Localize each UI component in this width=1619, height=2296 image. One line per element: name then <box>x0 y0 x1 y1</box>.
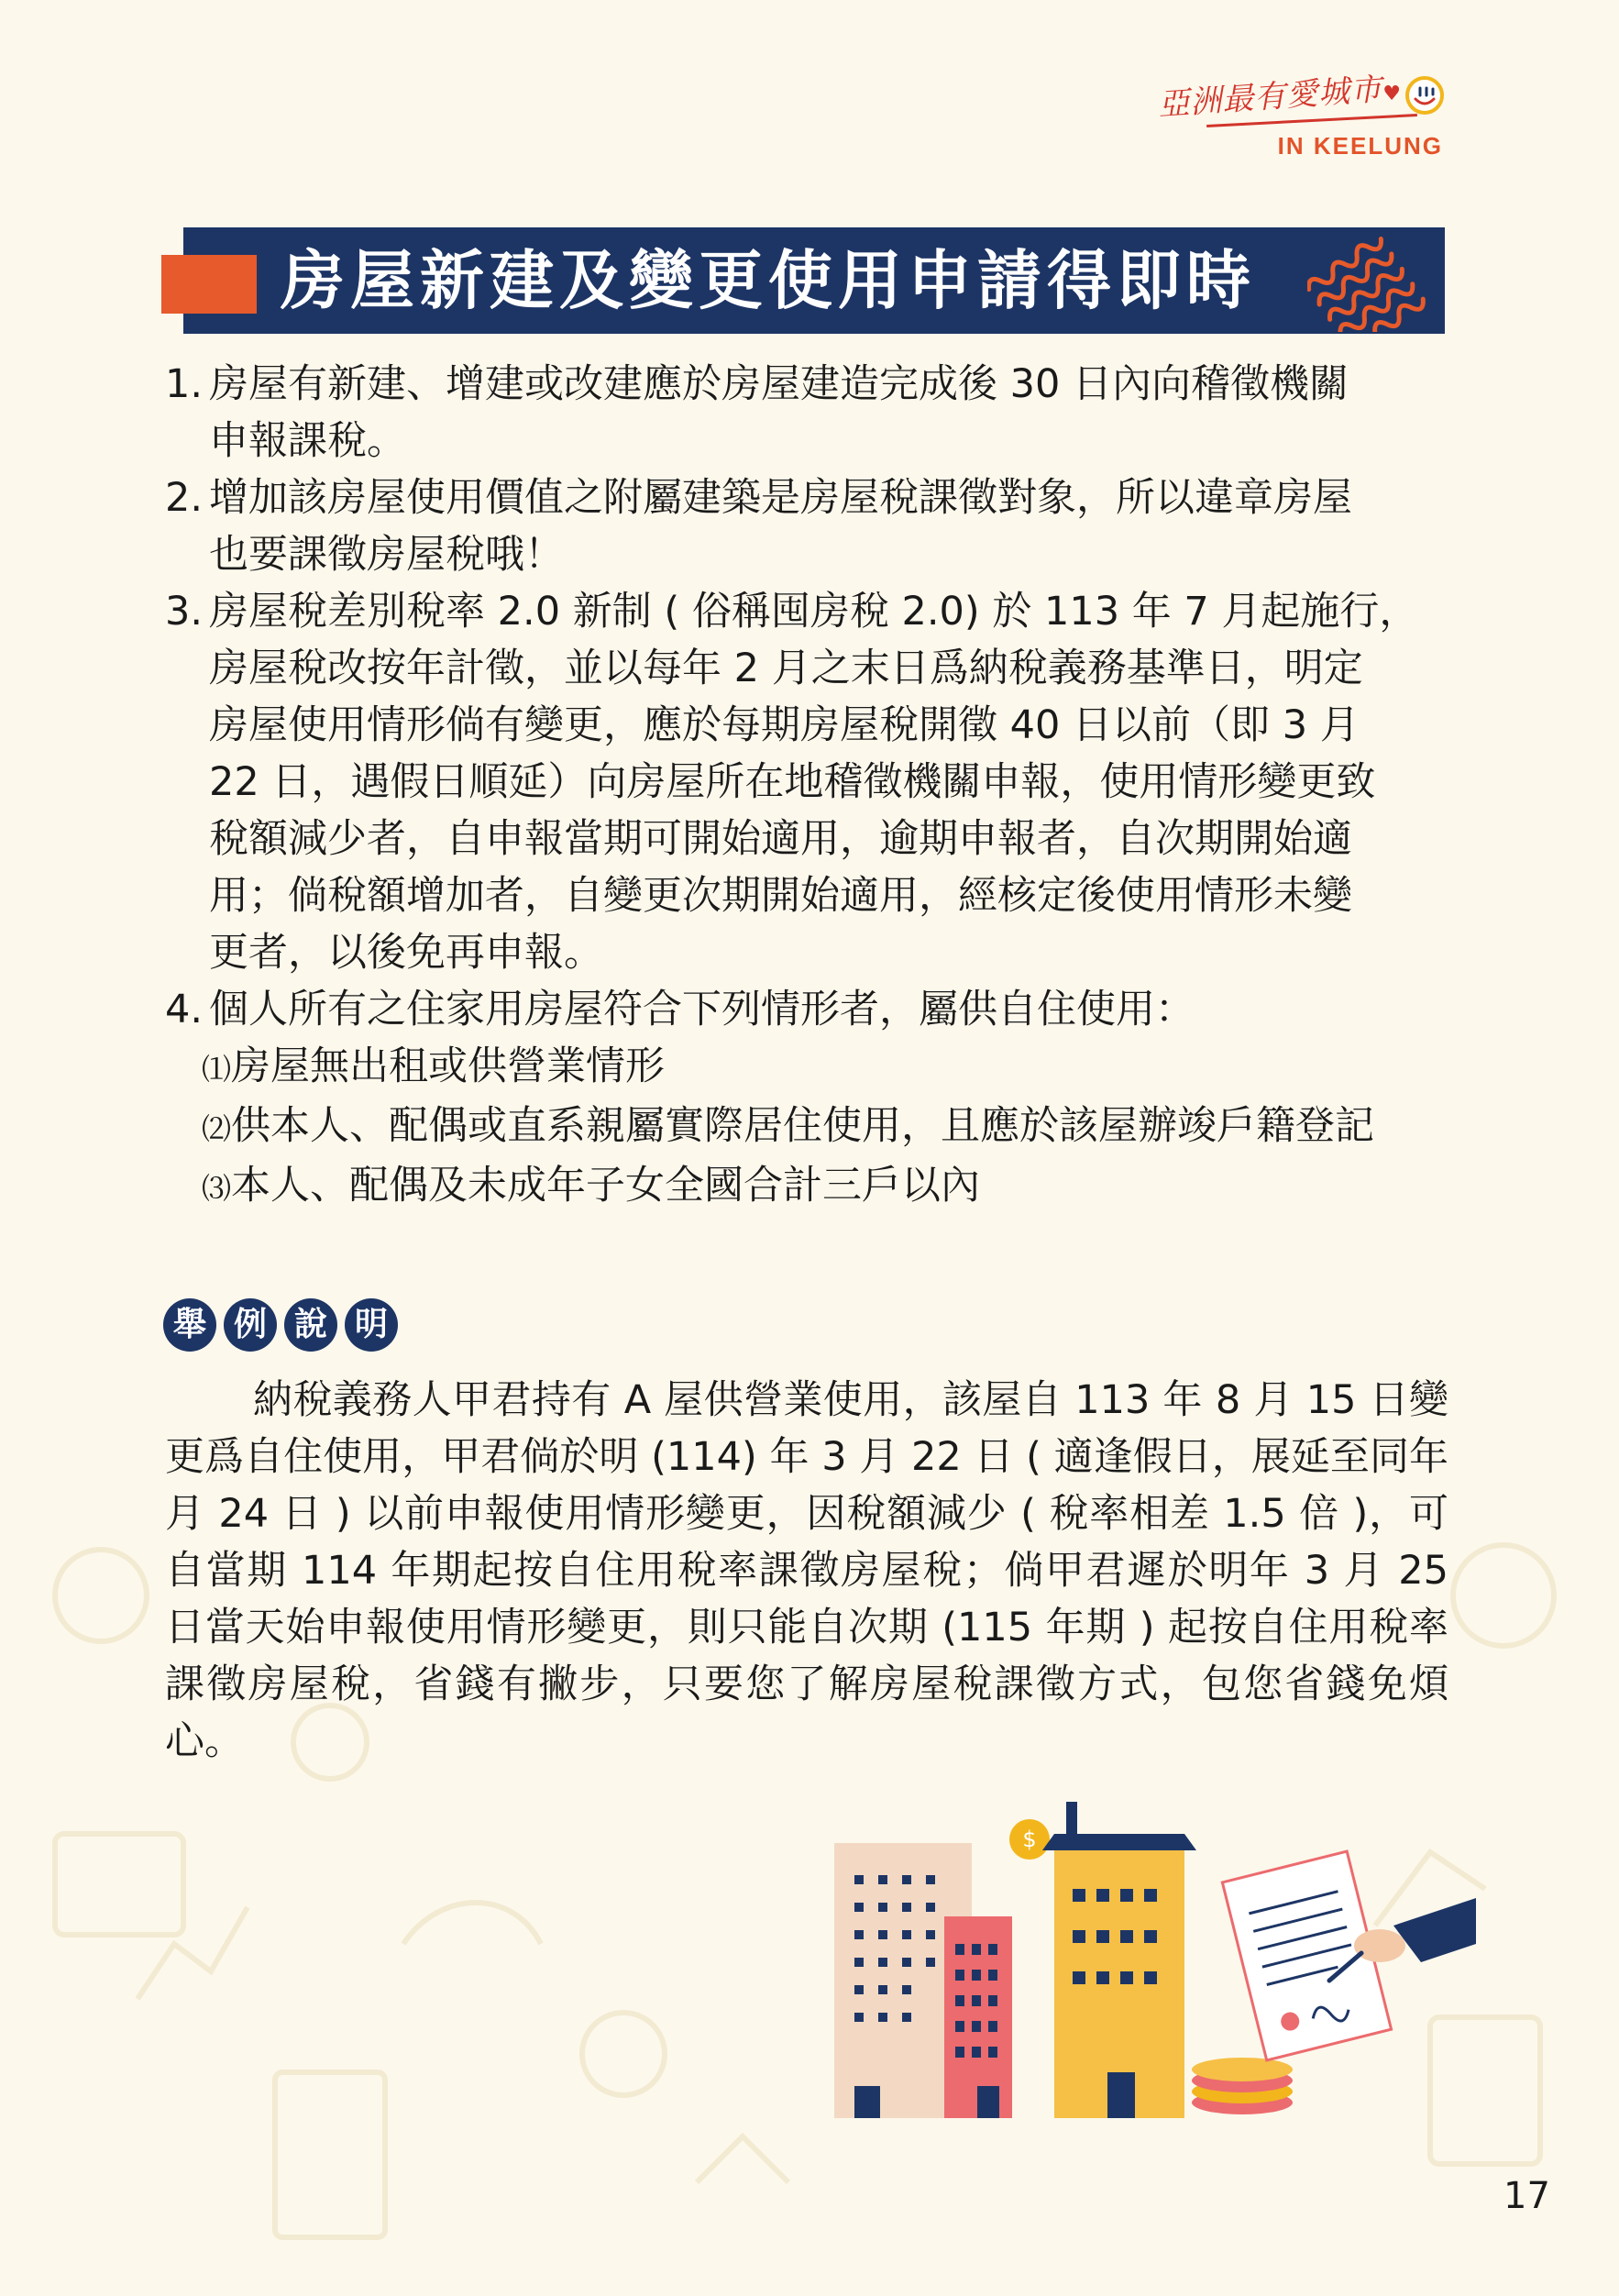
item-line: 更者，以後免再申報。 <box>209 930 603 976</box>
sub-item-mark: ⑵ <box>202 1111 232 1146</box>
item-line: 用；倘稅額增加者，自變更次期開始適用，經核定後使用情形未變 <box>209 873 1352 919</box>
item-line: 也要課徵房屋稅哦！ <box>209 532 564 578</box>
list-item <box>165 469 1448 583</box>
sub-item-mark: ⑴ <box>202 1052 232 1087</box>
item-number: 3. <box>165 589 204 635</box>
item-line: 房屋有新建、增建或改建應於房屋建造完成後 30 日內向稽徵機關 <box>209 361 1349 407</box>
sub-item-text: 房屋無出租或供營業情形 <box>231 1043 666 1089</box>
sub-list-item <box>165 1157 1448 1217</box>
item-line: 稅額減少者，自申報當期可開始適用，逾期申報者，自次期開始適 <box>209 816 1352 862</box>
sub-list-item <box>165 1038 1448 1098</box>
list-item <box>165 356 1448 469</box>
page-number: 17 <box>1503 2175 1550 2217</box>
sub-item-text: 本人、配偶及未成年子女全國合計三戶以內 <box>231 1163 981 1209</box>
item-line: 增加該房屋使用價值之附屬建築是房屋稅課徵對象，所以違章房屋 <box>209 475 1352 521</box>
item-line: 房屋稅改按年計徵，並以每年 2 月之末日爲納稅義務基準日，明定 <box>209 646 1363 691</box>
example-paragraph: 納稅義務人甲君持有 A 屋供營業使用，該屋自 113 年 8 月 15 日變更爲自住使用，甲君倘於明 (114) 年 3 月 22 日 ( 適逢假日，展延至同年月 24 日 ) 以前申報使用情形變更，因稅額減少 ( 稅率相差 1.5 倍 )，可自當期 114 年期起按自住用稅率課徵房屋稅；倘甲君遲於明年 3 月 25 日當天始申報使用情形變更，則只能自次期 (115 年期 ) 起按自住用稅率課徵房屋稅，省錢有撇步，只要您了解房屋稅課徵方式，包您省錢免煩心。 <box>165 1377 1448 1764</box>
example-heading-char: 舉 <box>163 1298 216 1352</box>
item-line: 房屋稅差別稅率 2.0 新制 ( 俗稱囤房稅 2.0) 於 113 年 7 月起施行， <box>209 589 1419 635</box>
example-heading-char: 例 <box>224 1298 277 1352</box>
smiley-icon <box>1404 75 1445 116</box>
title-accent-bar <box>161 255 257 314</box>
item-number: 2. <box>165 475 204 521</box>
logo-sub-text: IN KEELUNG <box>1277 132 1443 160</box>
keelung-logo <box>1157 71 1445 172</box>
item-line: 申報課稅。 <box>209 418 406 464</box>
sub-item-text: 供本人、配偶或直系親屬實際居住使用，且應於該屋辦竣戶籍登記 <box>231 1103 1375 1149</box>
example-heading-char: 明 <box>345 1298 398 1352</box>
item-line: 房屋使用情形倘有變更，應於每期房屋稅開徵 40 日以前（即 3 月 <box>209 702 1360 748</box>
svg-text:$: $ <box>1022 1827 1037 1852</box>
item-number: 4. <box>165 987 204 1032</box>
example-heading-char: 說 <box>284 1298 337 1352</box>
rules-list <box>165 356 1448 1217</box>
page-title: 房屋新建及變更使用申請得即時 <box>281 243 1256 318</box>
item-line: 22 日，遇假日順延）向房屋所在地稽徵機關申報，使用情形變更致 <box>209 759 1376 805</box>
example-heading <box>163 1298 398 1352</box>
buildings-illustration <box>807 1788 1476 2136</box>
sub-item-mark: ⑶ <box>202 1171 232 1206</box>
heart-icon: ♥ <box>1382 83 1401 105</box>
item-line: 個人所有之住家用房屋符合下列情形者，屬供自住使用： <box>209 987 1195 1032</box>
list-item <box>165 583 1448 981</box>
item-number: 1. <box>165 361 204 407</box>
wave-pattern-icon <box>1307 231 1445 332</box>
list-item <box>165 981 1448 1038</box>
logo-script-text: 亞洲最有愛城市 <box>1157 71 1384 124</box>
sub-list-item <box>165 1098 1448 1157</box>
